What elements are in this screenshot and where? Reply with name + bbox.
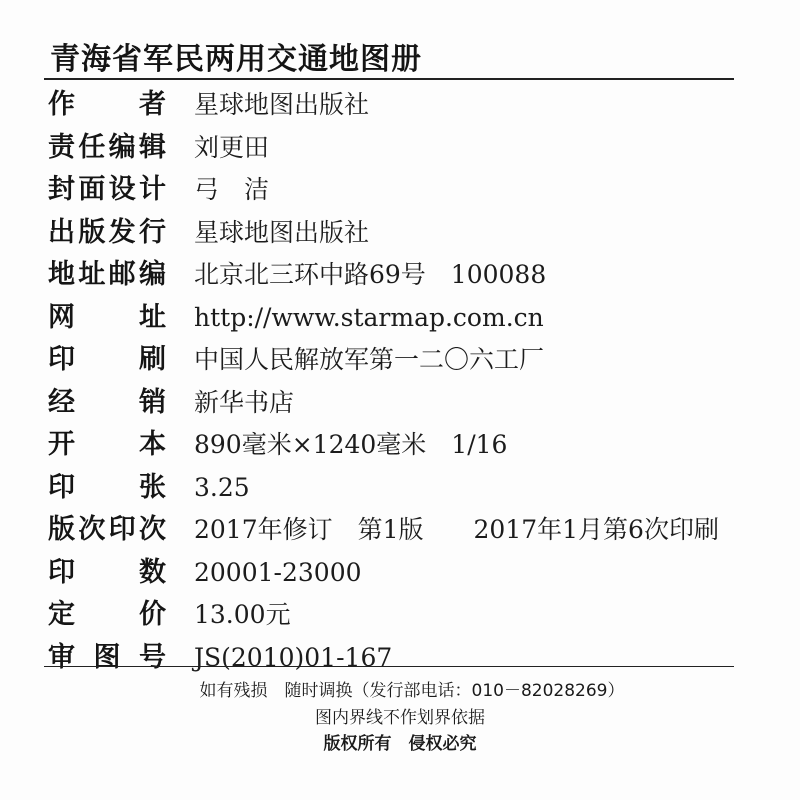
info-value: 刘更田	[194, 132, 270, 162]
info-label: 版次印次	[48, 514, 166, 545]
info-value: 3.25	[194, 472, 250, 502]
footer-replacement-notice: 如有残损 随时调换（发行部电话：010－82028269）	[199, 681, 625, 701]
info-label: 印数	[48, 556, 166, 588]
info-value: 星球地图出版社	[194, 90, 370, 119]
info-value: 2017年修订 第1版 2017年1月第6次印刷	[194, 515, 719, 544]
info-value: 13.00元	[194, 600, 291, 629]
info-value: 中国人民解放军第一二〇六工厂	[194, 345, 545, 374]
info-label: 出版发行	[48, 216, 166, 248]
info-row-format	[48, 424, 748, 467]
info-value: 新华书店	[194, 387, 295, 417]
info-label: 定价	[48, 599, 166, 630]
footer-boundary-disclaimer: 图内界线不作划界依据	[315, 708, 485, 728]
info-value: http://www.starmap.com.cn	[194, 302, 544, 332]
book-title: 青海省军民两用交通地图册	[50, 42, 422, 77]
info-label: 审图号	[48, 641, 166, 673]
info-row-cover-design	[48, 169, 748, 212]
info-row-publisher	[48, 212, 748, 255]
info-value: 890毫米×1240毫米 1/16	[194, 430, 508, 459]
info-label: 印刷	[48, 344, 166, 375]
bottom-divider	[44, 666, 734, 667]
info-row-editor	[48, 127, 748, 170]
info-row-price	[48, 594, 748, 637]
info-row-printer	[48, 339, 748, 382]
info-value: 北京北三环中路69号 100088	[194, 260, 547, 289]
info-value: 星球地图出版社	[194, 217, 370, 247]
info-row-address	[48, 254, 748, 297]
info-row-sheets	[48, 467, 748, 510]
info-label: 责任编辑	[48, 131, 166, 163]
info-row-author	[48, 84, 748, 127]
info-label: 印张	[48, 471, 166, 503]
info-row-website	[48, 297, 748, 340]
info-value: 20001-23000	[194, 557, 362, 587]
top-divider	[44, 78, 734, 80]
info-row-map-approval	[48, 637, 748, 680]
info-label: 网址	[48, 301, 166, 333]
info-row-print-run	[48, 552, 748, 595]
footer-copyright-notice: 版权所有 侵权必究	[323, 734, 477, 754]
info-row-distributor	[48, 382, 748, 425]
info-row-edition	[48, 509, 748, 552]
publication-info-table	[48, 84, 748, 679]
info-label: 开本	[48, 429, 166, 460]
info-value: JS(2010)01-167	[194, 642, 393, 672]
info-value: 弓 洁	[194, 175, 270, 204]
info-label: 封面设计	[48, 174, 166, 205]
info-label: 作者	[48, 89, 166, 120]
info-label: 地址邮编	[48, 259, 166, 290]
info-label: 经销	[48, 386, 166, 418]
